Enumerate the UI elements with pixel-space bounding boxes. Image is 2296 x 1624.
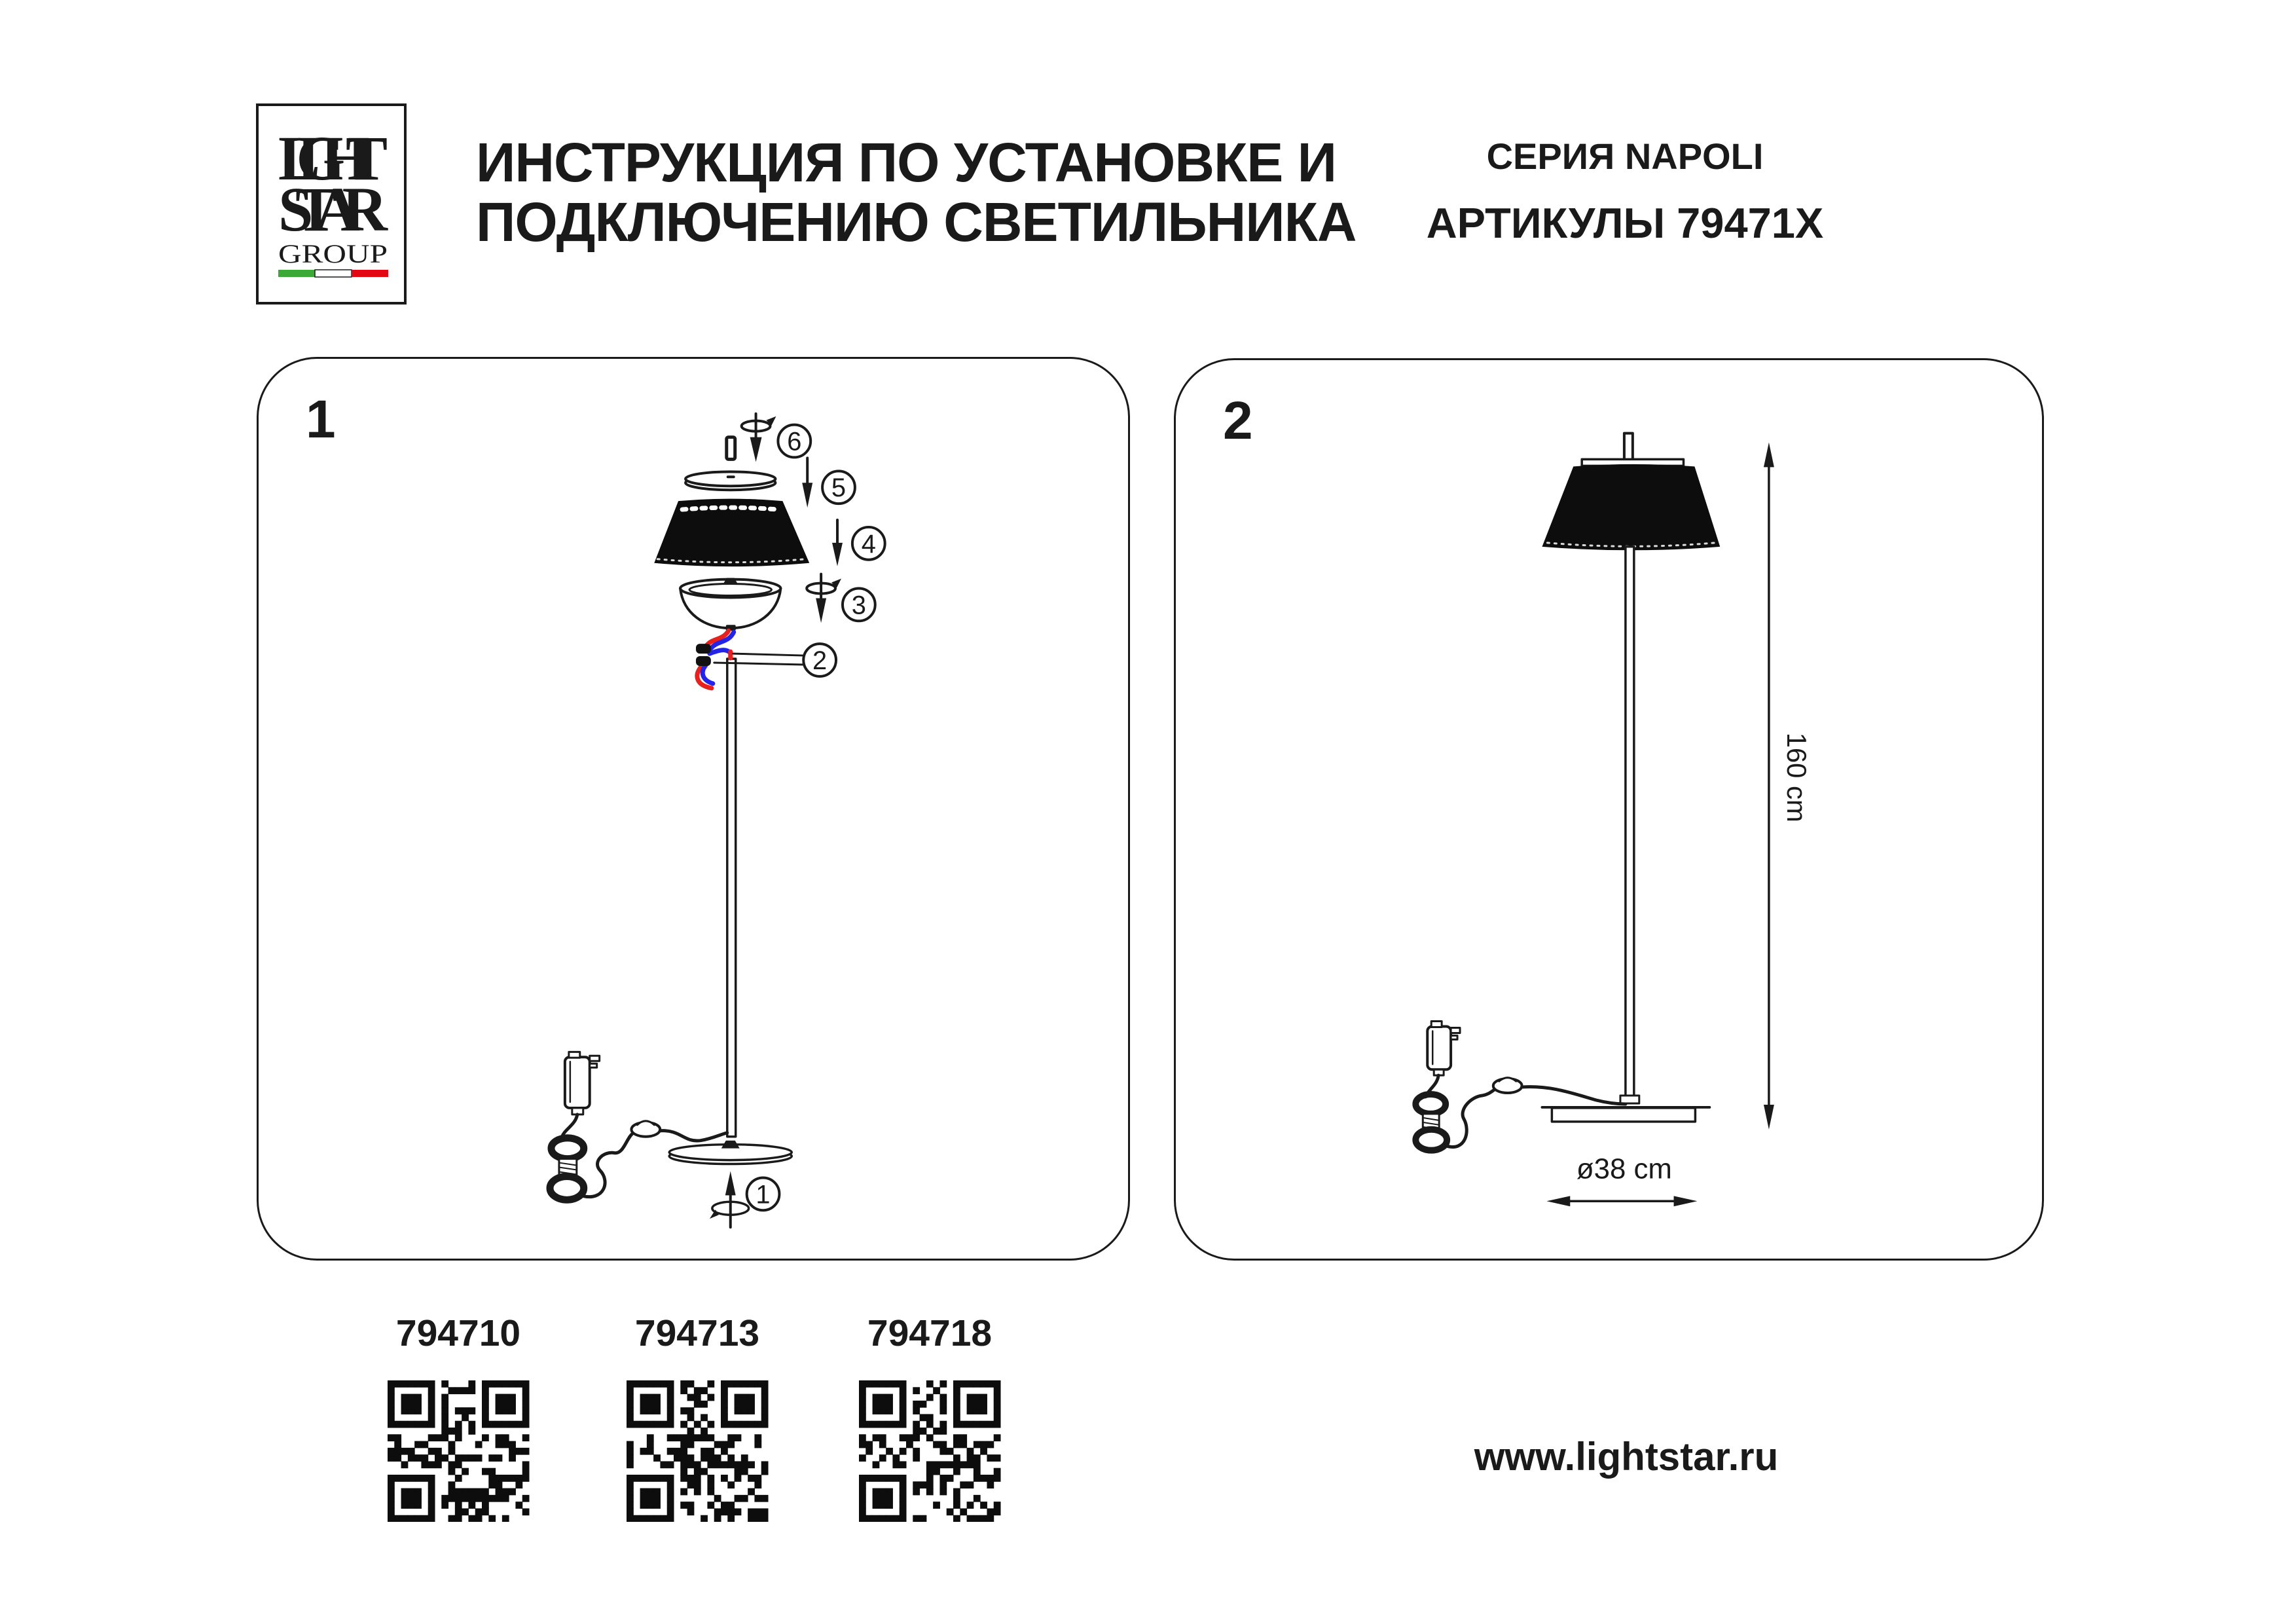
finial-pin [727,437,735,460]
step-badge-6 [778,425,811,458]
inline-switch [1493,1078,1522,1093]
down-arrow-icon [832,520,843,566]
exploded-lamp-diagram [259,359,1128,1259]
article-number-2: 794713 [634,1312,760,1354]
dimension-diameter-arrow [1546,1196,1697,1206]
rotate-arrow-icon [807,574,841,623]
lamp-pole [1626,547,1634,1102]
page-title [476,132,1357,253]
logo-word-light: LIGHT [278,123,388,193]
articles-label: АРТИКУЛЫ 79471X [1426,199,1824,247]
diameter-dimension-label: ø38 cm [1576,1153,1672,1185]
coiled-cable [550,1138,584,1200]
qr-code-794713 [625,1380,769,1522]
page-title-line1: ИНСТРУКЦИЯ ПО УСТАНОВКЕ И [476,132,1337,193]
lamp-pole [727,659,736,1137]
italian-flag-bar [278,270,388,277]
wire-connector [696,656,711,666]
logo-word-star: STAR [278,174,388,244]
panel-step-2 [1174,358,2044,1261]
panel-step-1 [257,357,1130,1261]
svg-text:5: 5 [831,473,847,503]
qr-code-794718 [858,1380,1002,1522]
article-number-1: 794710 [395,1312,521,1354]
height-dimension-label: 160 cm [1781,732,1812,822]
lamp-shade [654,499,809,567]
lightstar-logo-art [259,106,404,302]
down-arrow-icon [802,458,812,507]
coiled-cable [1415,1094,1447,1151]
step-badge-5 [822,471,855,504]
power-cable [1446,1088,1497,1147]
qr-code-794710 [386,1380,530,1522]
lamp-shade [1542,464,1720,550]
assembled-lamp-diagram [1176,360,2042,1259]
power-cable [583,1134,633,1197]
rotate-arrow-icon [742,414,776,462]
logo-word-group: GROUP [278,239,388,268]
svg-text:3: 3 [851,591,866,620]
diffuser-ring [685,471,775,490]
svg-text:2: 2 [812,646,828,675]
step-badge-1 [747,1177,780,1210]
step-badge-3 [843,589,875,621]
svg-text:4: 4 [861,529,876,559]
step-badge-4 [852,527,885,560]
power-cable [660,1131,727,1141]
panel-1-number: 1 [306,390,336,449]
dimension-height-arrow [1764,443,1774,1130]
rotate-up-arrow-icon [710,1171,749,1227]
panel-2-number: 2 [1223,391,1253,451]
svg-text:1: 1 [756,1180,771,1209]
base-disc [669,1141,792,1164]
lightstar-logo [256,103,407,304]
power-adapter [565,1052,600,1115]
wire-connector [696,644,711,654]
finial-pin [1624,434,1633,461]
power-adapter [1427,1022,1460,1076]
page-title-line2: ПОДКЛЮЧЕНИЮ СВЕТИЛЬНИКА [476,191,1357,253]
series-label: СЕРИЯ NAPOLI [1486,136,1764,177]
power-cable [1522,1087,1626,1104]
svg-text:6: 6 [787,427,802,456]
base-disc [1542,1096,1709,1122]
website-url: www.lightstar.ru [1474,1435,1779,1479]
article-number-3: 794718 [867,1312,993,1354]
inline-switch [631,1121,660,1137]
diffuser-bowl [680,578,780,631]
series-block [1330,135,1920,248]
